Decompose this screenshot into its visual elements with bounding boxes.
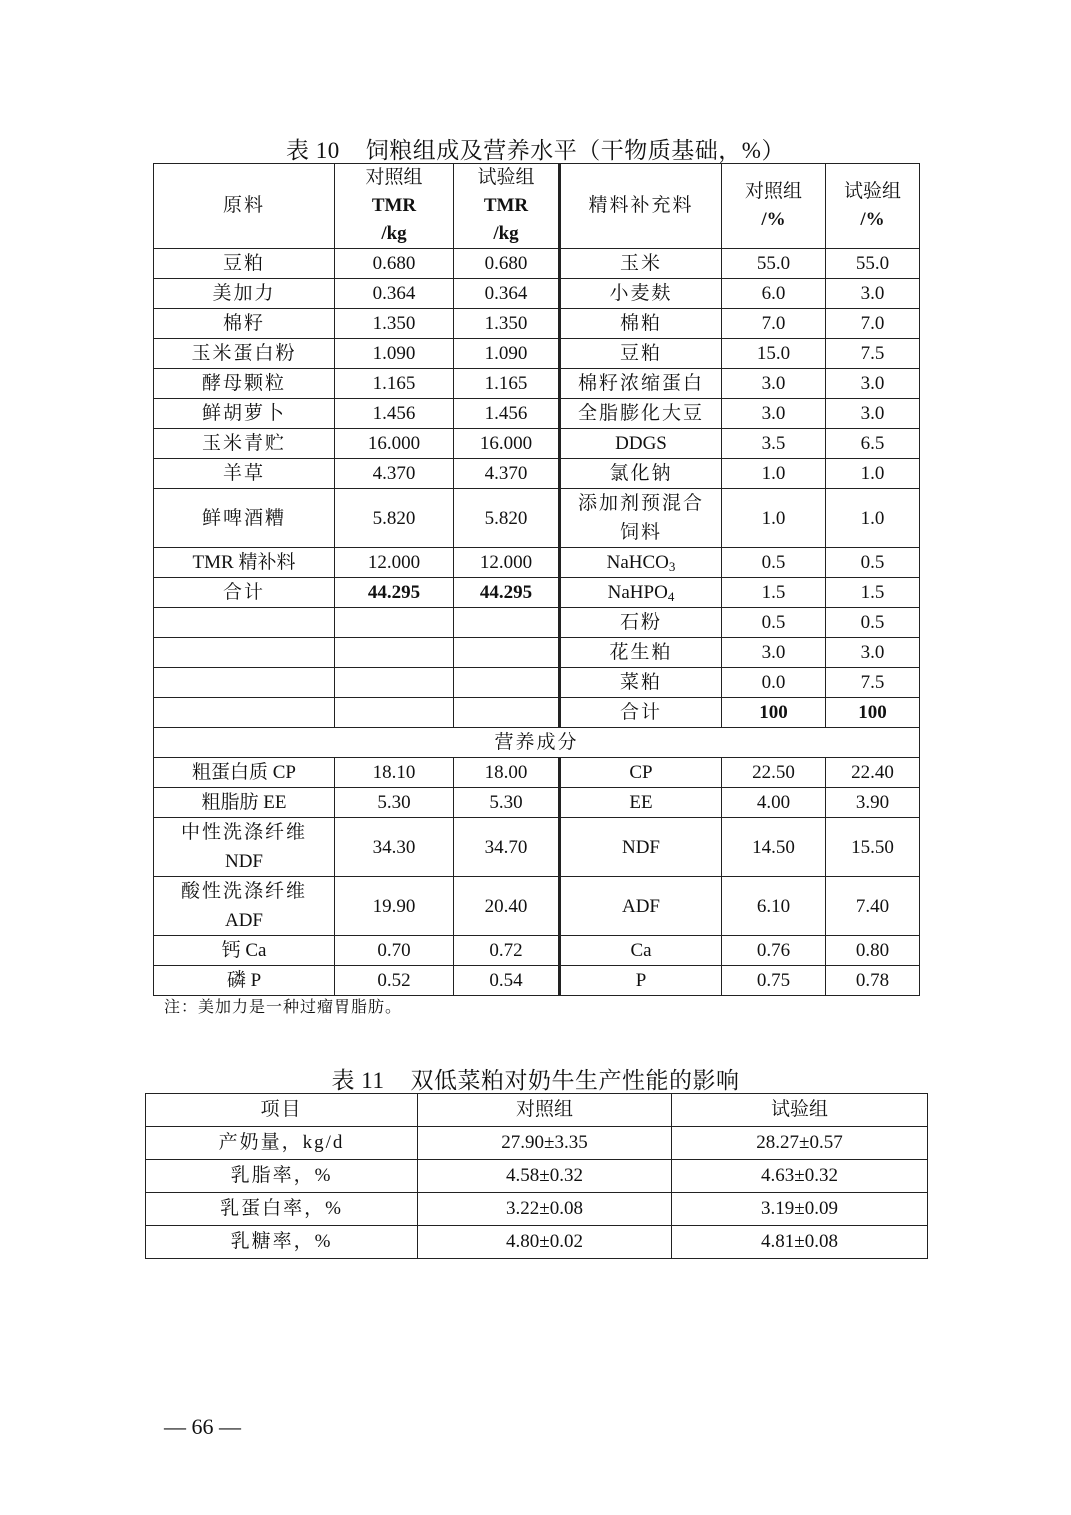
nutrient-name-line1: 酸性洗涤纤维 bbox=[180, 881, 307, 902]
empty-cell bbox=[335, 608, 454, 638]
row-ctrl: 16.000 bbox=[335, 429, 454, 459]
table-row bbox=[154, 758, 920, 788]
row-test: 0.364 bbox=[454, 279, 560, 309]
row-supplement bbox=[560, 578, 722, 608]
nutrient-test-pct: 22.40 bbox=[826, 758, 920, 788]
row-test: 0.680 bbox=[454, 249, 560, 279]
table-row bbox=[154, 429, 920, 459]
nutrient-ctrl-pct: 14.50 bbox=[722, 818, 826, 877]
row-ctrl-pct: 1.5 bbox=[722, 578, 826, 608]
row-test: 1.090 bbox=[454, 339, 560, 369]
row-supplement: 合计 bbox=[560, 698, 722, 728]
table-row bbox=[154, 399, 920, 429]
row-ctrl: 3.22±0.08 bbox=[418, 1193, 672, 1226]
nutrient-name: 粗蛋白质 CP bbox=[154, 758, 335, 788]
table-row bbox=[146, 1127, 928, 1160]
row-ctrl-pct: 3.0 bbox=[722, 369, 826, 399]
nutrient-test-pct: 7.40 bbox=[826, 877, 920, 936]
row-test: 1.165 bbox=[454, 369, 560, 399]
empty-cell bbox=[335, 638, 454, 668]
row-test: 1.456 bbox=[454, 399, 560, 429]
table11-caption-text: 双低菜粕对奶牛生产性能的影响 bbox=[410, 1068, 740, 1093]
nutrient-ctrl: 19.90 bbox=[335, 877, 454, 936]
section-row bbox=[154, 728, 920, 758]
row-supplement: 花生粕 bbox=[560, 638, 722, 668]
nutrient-ctrl-pct: 22.50 bbox=[722, 758, 826, 788]
nutrient-name bbox=[154, 818, 335, 877]
nutrient-ctrl: 0.70 bbox=[335, 936, 454, 966]
page-number: — 66 — bbox=[164, 1414, 241, 1439]
row-test-pct: 3.0 bbox=[826, 638, 920, 668]
nutrient-test-pct: 15.50 bbox=[826, 818, 920, 877]
row-ingredient: 鲜胡萝卜 bbox=[154, 399, 335, 429]
empty-cell bbox=[154, 638, 335, 668]
header-test: 试验组 bbox=[672, 1094, 928, 1127]
empty-cell bbox=[454, 698, 560, 728]
header-item: 项目 bbox=[146, 1094, 418, 1127]
table10-caption bbox=[0, 132, 1071, 165]
row-test-pct: 7.0 bbox=[826, 309, 920, 339]
row-test-pct: 1.0 bbox=[826, 459, 920, 489]
table-row bbox=[154, 638, 920, 668]
empty-cell bbox=[335, 668, 454, 698]
empty-cell bbox=[454, 668, 560, 698]
table-row bbox=[154, 279, 920, 309]
nutrient-name-line2: NDF bbox=[224, 851, 263, 872]
row-ingredient: 羊草 bbox=[154, 459, 335, 489]
formula-subscript: 3 bbox=[668, 559, 676, 574]
empty-cell bbox=[154, 668, 335, 698]
header-ctrl: 对照组 bbox=[418, 1094, 672, 1127]
row-ctrl-pct: 7.0 bbox=[722, 309, 826, 339]
table-row bbox=[154, 369, 920, 399]
nutrient-ctrl: 0.52 bbox=[335, 966, 454, 996]
nutrient-test: 0.72 bbox=[454, 936, 560, 966]
row-ctrl-pct: 0.0 bbox=[722, 668, 826, 698]
row-supplement: 全脂膨化大豆 bbox=[560, 399, 722, 429]
table-row bbox=[154, 309, 920, 339]
row-supplement: 玉米 bbox=[560, 249, 722, 279]
header-ctrl-line3: /kg bbox=[381, 223, 407, 244]
table10 bbox=[153, 163, 920, 996]
empty-cell bbox=[154, 698, 335, 728]
header-ingredient: 原料 bbox=[154, 164, 335, 249]
row-ctrl-pct: 1.0 bbox=[722, 489, 826, 548]
nutrient-ctrl: 34.30 bbox=[335, 818, 454, 877]
nutrient-test: 18.00 bbox=[454, 758, 560, 788]
row-test-pct: 1.5 bbox=[826, 578, 920, 608]
header-test-tmr bbox=[454, 164, 560, 249]
row-ingredient: 棉籽 bbox=[154, 309, 335, 339]
header-ctrl-tmr bbox=[335, 164, 454, 249]
row-test-pct: 6.5 bbox=[826, 429, 920, 459]
header-ctrl-line2: TMR bbox=[371, 195, 417, 216]
row-test: 12.000 bbox=[454, 548, 560, 578]
row-ctrl-pct: 3.0 bbox=[722, 399, 826, 429]
row-ingredient: 鲜啤酒糟 bbox=[154, 489, 335, 548]
table-row bbox=[146, 1193, 928, 1226]
row-test: 4.63±0.32 bbox=[672, 1160, 928, 1193]
header-ctrl-pct-line2: /% bbox=[761, 209, 786, 230]
row-test: 4.370 bbox=[454, 459, 560, 489]
header-test-pct-line2: /% bbox=[860, 209, 885, 230]
nutrient-ctrl-pct: 6.10 bbox=[722, 877, 826, 936]
header-ctrl-pct bbox=[722, 164, 826, 249]
section-label: 营养成分 bbox=[154, 728, 920, 758]
row-supplement: 小麦麸 bbox=[560, 279, 722, 309]
row-ctrl: 27.90±3.35 bbox=[418, 1127, 672, 1160]
row-test-pct: 7.5 bbox=[826, 668, 920, 698]
header-test-line1: 试验组 bbox=[477, 167, 535, 188]
row-ctrl-pct: 15.0 bbox=[722, 339, 826, 369]
row-supplement: 菜粕 bbox=[560, 668, 722, 698]
table-row bbox=[154, 249, 920, 279]
row-ingredient: 美加力 bbox=[154, 279, 335, 309]
row-item: 乳蛋白率，% bbox=[146, 1193, 418, 1226]
row-ctrl-pct: 6.0 bbox=[722, 279, 826, 309]
header-test-line2: TMR bbox=[483, 195, 529, 216]
row-test-pct: 100 bbox=[826, 698, 920, 728]
table-row bbox=[154, 608, 920, 638]
table-row bbox=[154, 877, 920, 936]
formula-main: NaHCO bbox=[606, 552, 669, 573]
row-supplement: 氯化钠 bbox=[560, 459, 722, 489]
row-ctrl-pct: 3.5 bbox=[722, 429, 826, 459]
nutrient-ctrl-pct: 4.00 bbox=[722, 788, 826, 818]
row-ingredient: 酵母颗粒 bbox=[154, 369, 335, 399]
table11 bbox=[145, 1093, 928, 1259]
row-test: 28.27±0.57 bbox=[672, 1127, 928, 1160]
row-ingredient: 豆粕 bbox=[154, 249, 335, 279]
row-ctrl-pct: 0.5 bbox=[722, 548, 826, 578]
row-supplement: 石粉 bbox=[560, 608, 722, 638]
row-ctrl: 1.350 bbox=[335, 309, 454, 339]
nutrient-test: 5.30 bbox=[454, 788, 560, 818]
row-item: 乳脂率，% bbox=[146, 1160, 418, 1193]
row-supplement bbox=[560, 548, 722, 578]
row-test-pct: 55.0 bbox=[826, 249, 920, 279]
table-row bbox=[154, 788, 920, 818]
nutrient-supplement: EE bbox=[560, 788, 722, 818]
header-test-pct-line1: 试验组 bbox=[843, 181, 901, 202]
table-row bbox=[154, 489, 920, 548]
nutrient-ctrl-pct: 0.75 bbox=[722, 966, 826, 996]
row-ingredient: 玉米蛋白粉 bbox=[154, 339, 335, 369]
nutrient-test: 34.70 bbox=[454, 818, 560, 877]
nutrient-supplement: Ca bbox=[560, 936, 722, 966]
row-item: 产奶量，kg/d bbox=[146, 1127, 418, 1160]
table10-caption-number: 表 10 bbox=[286, 138, 340, 163]
table-row bbox=[146, 1226, 928, 1259]
row-ctrl: 44.295 bbox=[335, 578, 454, 608]
nutrient-supplement: ADF bbox=[560, 877, 722, 936]
nutrient-ctrl: 5.30 bbox=[335, 788, 454, 818]
table10-note: 注：美加力是一种过瘤胃脂肪。 bbox=[164, 999, 403, 1016]
row-item: 乳糖率，% bbox=[146, 1226, 418, 1259]
table-row bbox=[154, 548, 920, 578]
row-ingredient: 玉米青贮 bbox=[154, 429, 335, 459]
header-ctrl-line1: 对照组 bbox=[365, 167, 423, 188]
row-ctrl-pct: 100 bbox=[722, 698, 826, 728]
row-ctrl: 1.456 bbox=[335, 399, 454, 429]
row-supplement: 棉粕 bbox=[560, 309, 722, 339]
table11-caption-number: 表 11 bbox=[331, 1068, 385, 1093]
nutrient-name: 粗脂肪 EE bbox=[154, 788, 335, 818]
row-test: 44.295 bbox=[454, 578, 560, 608]
row-ctrl: 4.80±0.02 bbox=[418, 1226, 672, 1259]
nutrient-name-line1: 中性洗涤纤维 bbox=[180, 822, 307, 843]
row-ctrl-pct: 0.5 bbox=[722, 608, 826, 638]
header-test-pct bbox=[826, 164, 920, 249]
table-row bbox=[154, 578, 920, 608]
table11-caption bbox=[0, 1062, 1071, 1095]
row-ctrl: 5.820 bbox=[335, 489, 454, 548]
row-test-pct: 0.5 bbox=[826, 608, 920, 638]
table-row bbox=[154, 339, 920, 369]
row-test: 5.820 bbox=[454, 489, 560, 548]
nutrient-test-pct: 0.80 bbox=[826, 936, 920, 966]
row-supplement-line1: 添加剂预混合 bbox=[577, 493, 704, 514]
nutrient-name-line2: ADF bbox=[224, 910, 263, 931]
row-test-pct: 0.5 bbox=[826, 548, 920, 578]
table10-caption-text: 饲粮组成及营养水平（干物质基础，%） bbox=[365, 138, 785, 163]
table11-header-row bbox=[146, 1094, 928, 1127]
table-row bbox=[154, 818, 920, 877]
row-supplement: DDGS bbox=[560, 429, 722, 459]
row-ctrl-pct: 3.0 bbox=[722, 638, 826, 668]
row-ctrl-pct: 55.0 bbox=[722, 249, 826, 279]
nutrient-name: 钙 Ca bbox=[154, 936, 335, 966]
table-row bbox=[154, 698, 920, 728]
row-ctrl: 0.364 bbox=[335, 279, 454, 309]
empty-cell bbox=[454, 638, 560, 668]
row-supplement bbox=[560, 489, 722, 548]
table-row bbox=[154, 966, 920, 996]
row-test-pct: 1.0 bbox=[826, 489, 920, 548]
row-ingredient: 合计 bbox=[154, 578, 335, 608]
empty-cell bbox=[335, 698, 454, 728]
nutrient-ctrl-pct: 0.76 bbox=[722, 936, 826, 966]
table-row bbox=[154, 936, 920, 966]
row-ctrl: 4.58±0.32 bbox=[418, 1160, 672, 1193]
row-ctrl: 0.680 bbox=[335, 249, 454, 279]
row-test: 1.350 bbox=[454, 309, 560, 339]
nutrient-test-pct: 3.90 bbox=[826, 788, 920, 818]
row-ctrl: 12.000 bbox=[335, 548, 454, 578]
nutrient-test: 20.40 bbox=[454, 877, 560, 936]
nutrient-name: 磷 P bbox=[154, 966, 335, 996]
table-row bbox=[154, 668, 920, 698]
nutrient-test: 0.54 bbox=[454, 966, 560, 996]
header-ctrl-pct-line1: 对照组 bbox=[744, 181, 802, 202]
row-test: 4.81±0.08 bbox=[672, 1226, 928, 1259]
row-ctrl: 1.165 bbox=[335, 369, 454, 399]
row-supplement-line2: 饲料 bbox=[619, 522, 662, 543]
nutrient-test-pct: 0.78 bbox=[826, 966, 920, 996]
nutrient-ctrl: 18.10 bbox=[335, 758, 454, 788]
row-test-pct: 3.0 bbox=[826, 279, 920, 309]
row-test-pct: 7.5 bbox=[826, 339, 920, 369]
table10-header-row bbox=[154, 164, 920, 249]
header-test-line3: /kg bbox=[493, 223, 519, 244]
row-supplement: 豆粕 bbox=[560, 339, 722, 369]
row-ctrl-pct: 1.0 bbox=[722, 459, 826, 489]
nutrient-supplement: NDF bbox=[560, 818, 722, 877]
row-ctrl: 4.370 bbox=[335, 459, 454, 489]
nutrient-supplement: P bbox=[560, 966, 722, 996]
row-ctrl: 1.090 bbox=[335, 339, 454, 369]
row-test: 16.000 bbox=[454, 429, 560, 459]
row-test: 3.19±0.09 bbox=[672, 1193, 928, 1226]
empty-cell bbox=[454, 608, 560, 638]
row-test-pct: 3.0 bbox=[826, 399, 920, 429]
nutrient-supplement: CP bbox=[560, 758, 722, 788]
row-supplement: 棉籽浓缩蛋白 bbox=[560, 369, 722, 399]
nutrient-name bbox=[154, 877, 335, 936]
row-test-pct: 3.0 bbox=[826, 369, 920, 399]
row-ingredient: TMR 精补料 bbox=[154, 548, 335, 578]
table-row bbox=[146, 1160, 928, 1193]
table-row bbox=[154, 459, 920, 489]
header-supplement: 精料补充料 bbox=[560, 164, 722, 249]
formula-subscript: 4 bbox=[667, 589, 675, 604]
formula-main: NaHPO bbox=[607, 582, 668, 603]
empty-cell bbox=[154, 608, 335, 638]
